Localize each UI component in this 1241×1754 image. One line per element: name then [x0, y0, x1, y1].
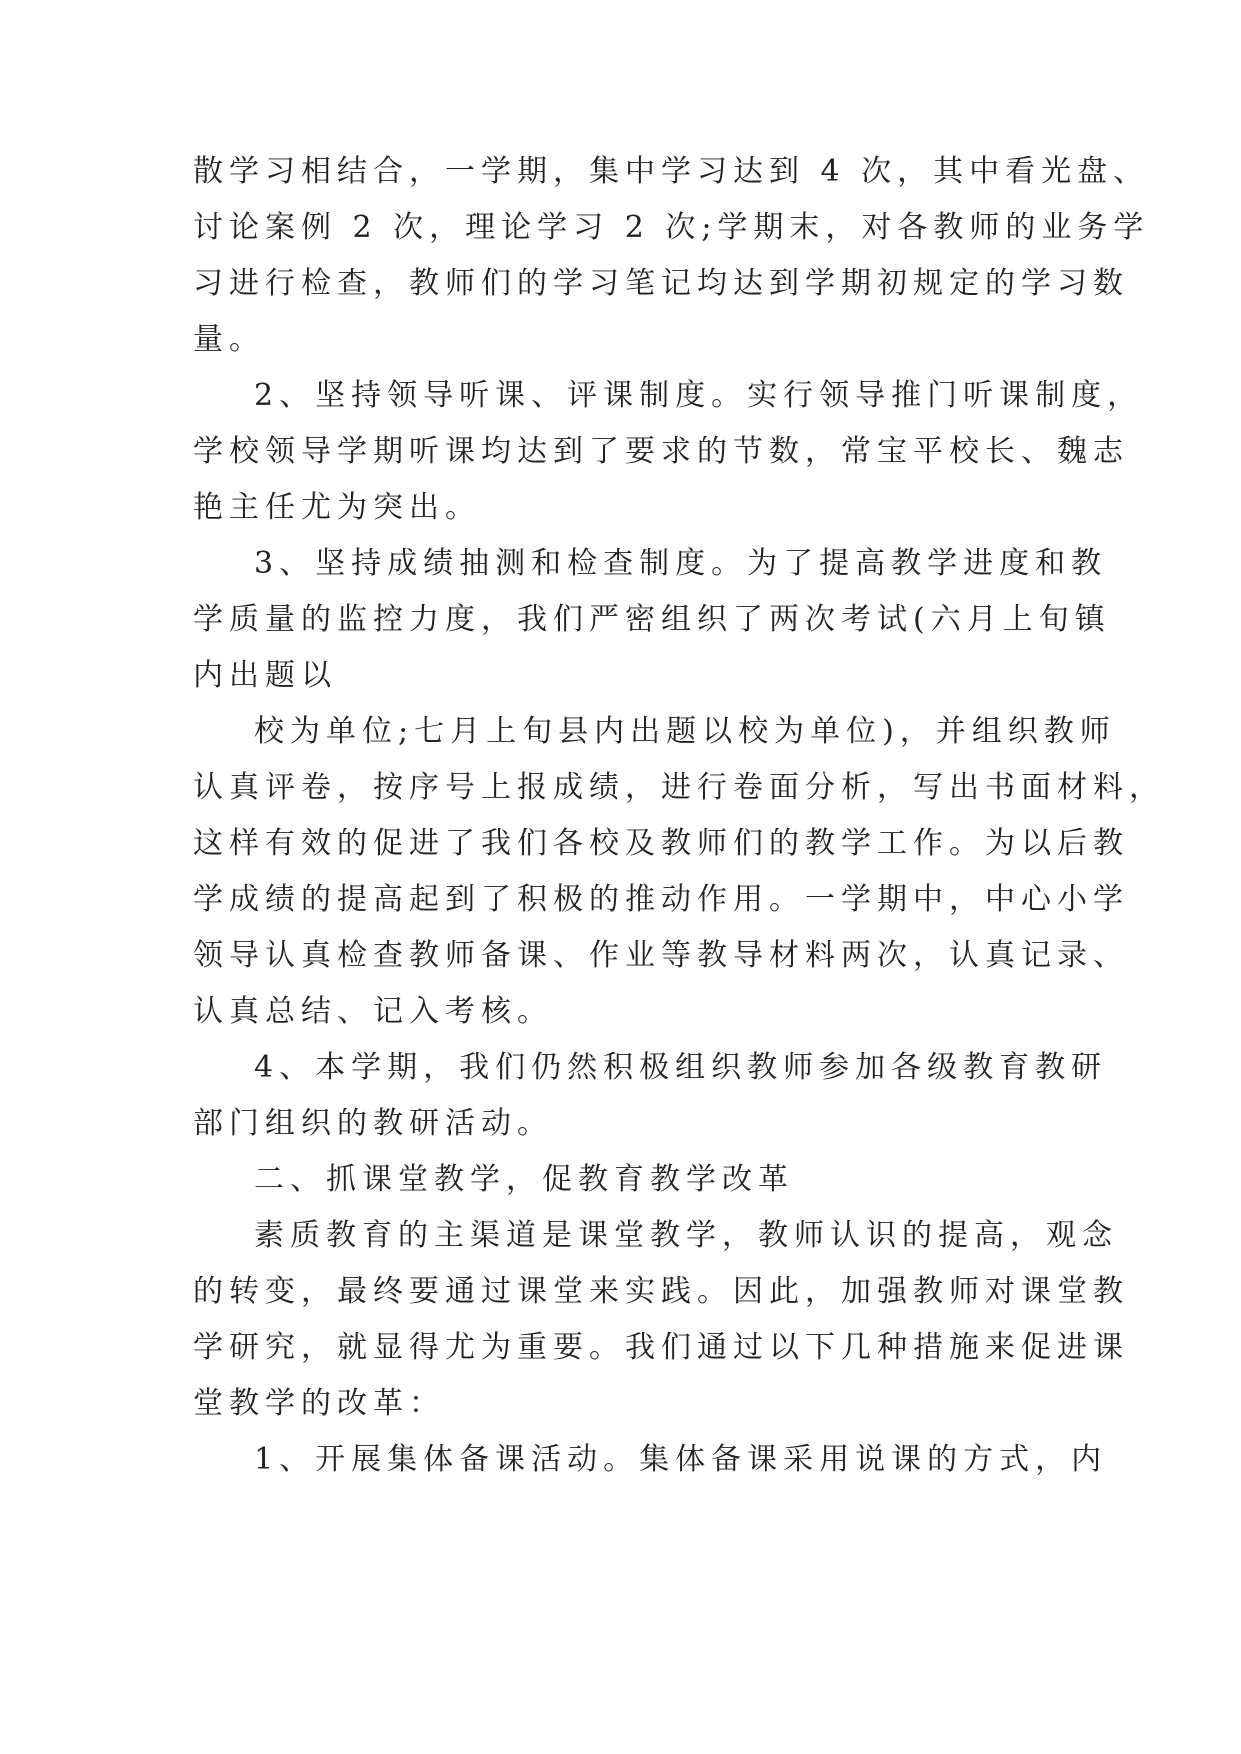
text-line: 的转变，最终要通过课堂来实践。因此，加强教师对课堂教 [193, 1274, 1129, 1309]
text-line: 领导认真检查教师备课、作业等教导材料两次，认真记录、 [193, 938, 1129, 973]
text-line: 学研究，就显得尤为重要。我们通过以下几种措施来促进课 [193, 1330, 1129, 1365]
text-line: 堂教学的改革： [193, 1386, 445, 1421]
text-line: 素质教育的主渠道是课堂教学，教师认识的提高，观念 [254, 1218, 1118, 1253]
text-line: 校为单位;七月上旬县内出题以校为单位)，并组织教师 [254, 714, 1116, 749]
text-line: 学校领导学期听课均达到了要求的节数，常宝平校长、魏志 [193, 434, 1129, 469]
text-line: 学质量的监控力度，我们严密组织了两次考试(六月上旬镇 [193, 602, 1111, 637]
text-line: 认真总结、记入考核。 [193, 994, 553, 1029]
text-line: 1、开展集体备课活动。集体备课采用说课的方式，内 [254, 1442, 1108, 1477]
text-line: 3、坚持成绩抽测和检查制度。为了提高教学进度和教 [254, 546, 1108, 581]
section-heading: 二、抓课堂教学，促教育教学改革 [254, 1162, 794, 1197]
text-line: 量。 [193, 322, 265, 357]
text-line: 艳主任尤为突出。 [193, 490, 481, 525]
text-line: 这样有效的促进了我们各校及教师们的教学工作。为以后教 [193, 826, 1129, 861]
text-line: 认真评卷，按序号上报成绩，进行卷面分析，写出书面材料， [193, 770, 1165, 805]
text-line: 内出题以 [193, 658, 337, 693]
text-line: 散学习相结合，一学期，集中学习达到 4 次，其中看光盘、 [193, 154, 1150, 189]
text-line: 习进行检查，教师们的学习笔记均达到学期初规定的学习数 [193, 266, 1129, 301]
text-line: 部门组织的教研活动。 [193, 1106, 553, 1141]
text-line: 4、本学期，我们仍然积极组织教师参加各级教育教研 [254, 1050, 1108, 1085]
text-line: 2、坚持领导听课、评课制度。实行领导推门听课制度， [254, 378, 1144, 413]
text-line: 学成绩的提高起到了积极的推动作用。一学期中，中心小学 [193, 882, 1129, 917]
text-line: 讨论案例 2 次，理论学习 2 次;学期末，对各教师的业务学 [193, 210, 1150, 245]
